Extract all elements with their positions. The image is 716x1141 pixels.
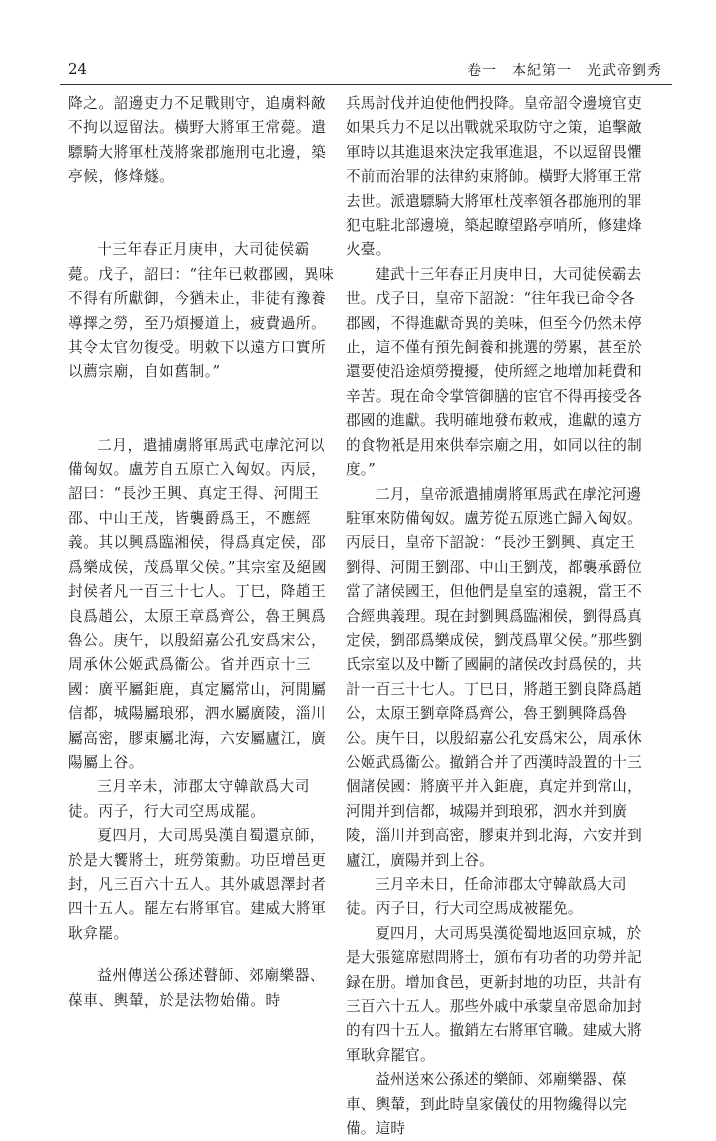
paragraph: 益州傳送公孫述瞽師、郊廟樂器、葆車、輿輦，於是法物始備。時 bbox=[68, 967, 326, 1009]
paragraph: 益州送來公孫述的樂師、郊廟樂器、葆車、輿輦，到此時皇家儀仗的用物纔得以完備。這時 bbox=[346, 1071, 628, 1138]
paragraph: 二月，遣捕虜將軍馬武屯虖沱河以備匈奴。盧芳自五原亡入匈奴。丙辰，詔曰：“長沙王興、真定王得、河閒王邵、中山王茂，皆襲爵爲王，不應經義。其以興爲臨湘侯，得爲真定侯，邵爲樂成侯，茂爲單父侯。”其宗室及絕國封侯者凡一百三十七人。丁巳，降趙王良爲趙公，太原王章爲齊公，魯王興爲魯公。庚午，以殷紹嘉公孔安爲宋公，周承休公姬武爲衞公。省并西京十三國：廣平屬鉅鹿，真定屬常山，河閒屬信都，城陽屬琅邪，泗水屬廣陵，淄川屬高密，膠東屬北海，六安屬廬江，廣陽屬上谷。 bbox=[68, 436, 328, 771]
page-number: 24 bbox=[68, 60, 88, 78]
running-head: 卷一 本紀第一 光武帝劉秀 bbox=[467, 63, 662, 79]
paragraph: 夏四月，大司馬吳漢從蜀地返回京城，於是大張筵席慰問將士，頒布有功者的功勞并記録在册。增加食邑，更新封地的功臣，共計有三百六十五人。那些外戚中承蒙皇帝恩命加封的有四十五人。撤銷左右將軍官職。建威大將軍耿弇罷官。 bbox=[346, 924, 642, 1064]
paragraph: 三月辛未日，任命沛郡太守韓歆爲大司徒。丙子日，行大司空馬成被罷免。 bbox=[346, 876, 627, 918]
paragraph-gap bbox=[68, 190, 340, 239]
paragraph: 十三年春正月庚申，大司徒侯霸薨。戊子，詔曰：“往年已敕郡國，異味不得有所獻御，今猶未止，非徒有豫養導擇之勞，至乃煩擾道上，疲費過所。其令太官勿復受。明敕下以遠方口實所以薦宗廟，自如舊制。” bbox=[68, 241, 335, 381]
paragraph: 兵馬討伐并迫使他們投降。皇帝詔令邊境官吏如果兵力不足以出戰就采取防守之策，追擊敵軍時以其進退來決定我軍進退，不以逗留畏懼不前而治罪的法律約束將帥。橫野大將軍王常去世。派遣驃騎大將軍杜茂率領各郡施刑的罪犯屯駐北部邊境，築起瞭望路亭哨所，修建烽火臺。 bbox=[346, 95, 642, 259]
paragraph: 建武十三年春正月庚申日，大司徒侯霸去世。戊子日，皇帝下詔說：“往年我已命令各郡國，不得進獻奇異的美味，但至今仍然未停止，這不僅有預先飼養和挑選的勞累，甚至於還要使沿途煩勞攪擾，使所經之地增加耗費和辛苦。現在命令掌管御膳的宦官不得再接受各郡國的進獻。我明確地發布敕戒，進獻的遠方的食物衹是用來供奉宗廟之用，如同以往的制度。” bbox=[346, 265, 642, 479]
paragraph-gap bbox=[68, 946, 340, 964]
paragraph: 降之。詔邊吏力不足戰則守，追虜料敵不拘以逗留法。橫野大將軍王常薨。遣驃騎大將軍杜茂將衆郡施刑屯北邊，築亭候，修烽燧。 bbox=[68, 95, 327, 186]
header-rule bbox=[60, 84, 672, 85]
paragraph: 二月，皇帝派遣捕虜將軍馬武在虖沱河邊駐軍來防備匈奴。盧芳從五原逃亡歸入匈奴。丙辰日，皇帝下詔說：“長沙王劉興、真定王劉得、河閒王劉邵、中山王劉茂，都襲承爵位當了諸侯國王，但他們是皇室的遠親，當王不合經典義理。現在封劉興爲臨湘侯，劉得爲真定侯，劉邵爲樂成侯，劉茂爲單父侯。”那些劉氏宗室以及中斷了國嗣的諸侯改封爲侯的，共計一百三十七人。丁巳日，將趙王劉良降爲趙公，太原王劉章降爲齊公，魯王劉興降爲魯公。庚午日，以殷紹嘉公孔安爲宋公，周承休公姬武爲衞公。撤銷合并了西漢時設置的十三個諸侯國：將廣平并入鉅鹿，真定并到常山，河閒并到信都，城陽并到琅邪，泗水并到廣陵，淄川并到高密，膠東并到北海，六安并到廬江，廣陽并到上谷。 bbox=[346, 485, 643, 869]
classical-text-column bbox=[68, 92, 340, 1013]
paragraph-gap bbox=[68, 385, 340, 434]
paragraph: 夏四月，大司馬吳漢自蜀還京師，於是大饗將士，班勞策勳。功臣增邑更封，凡三百六十五人。其外戚恩澤封者四十五人。罷左右將軍官。建威大將軍耿弇罷。 bbox=[68, 827, 327, 942]
page-header bbox=[60, 56, 672, 82]
paragraph: 三月辛未，沛郡太守韓歆爲大司徒。丙子，行大司空馬成罷。 bbox=[68, 778, 310, 820]
translation-column bbox=[346, 92, 644, 1141]
